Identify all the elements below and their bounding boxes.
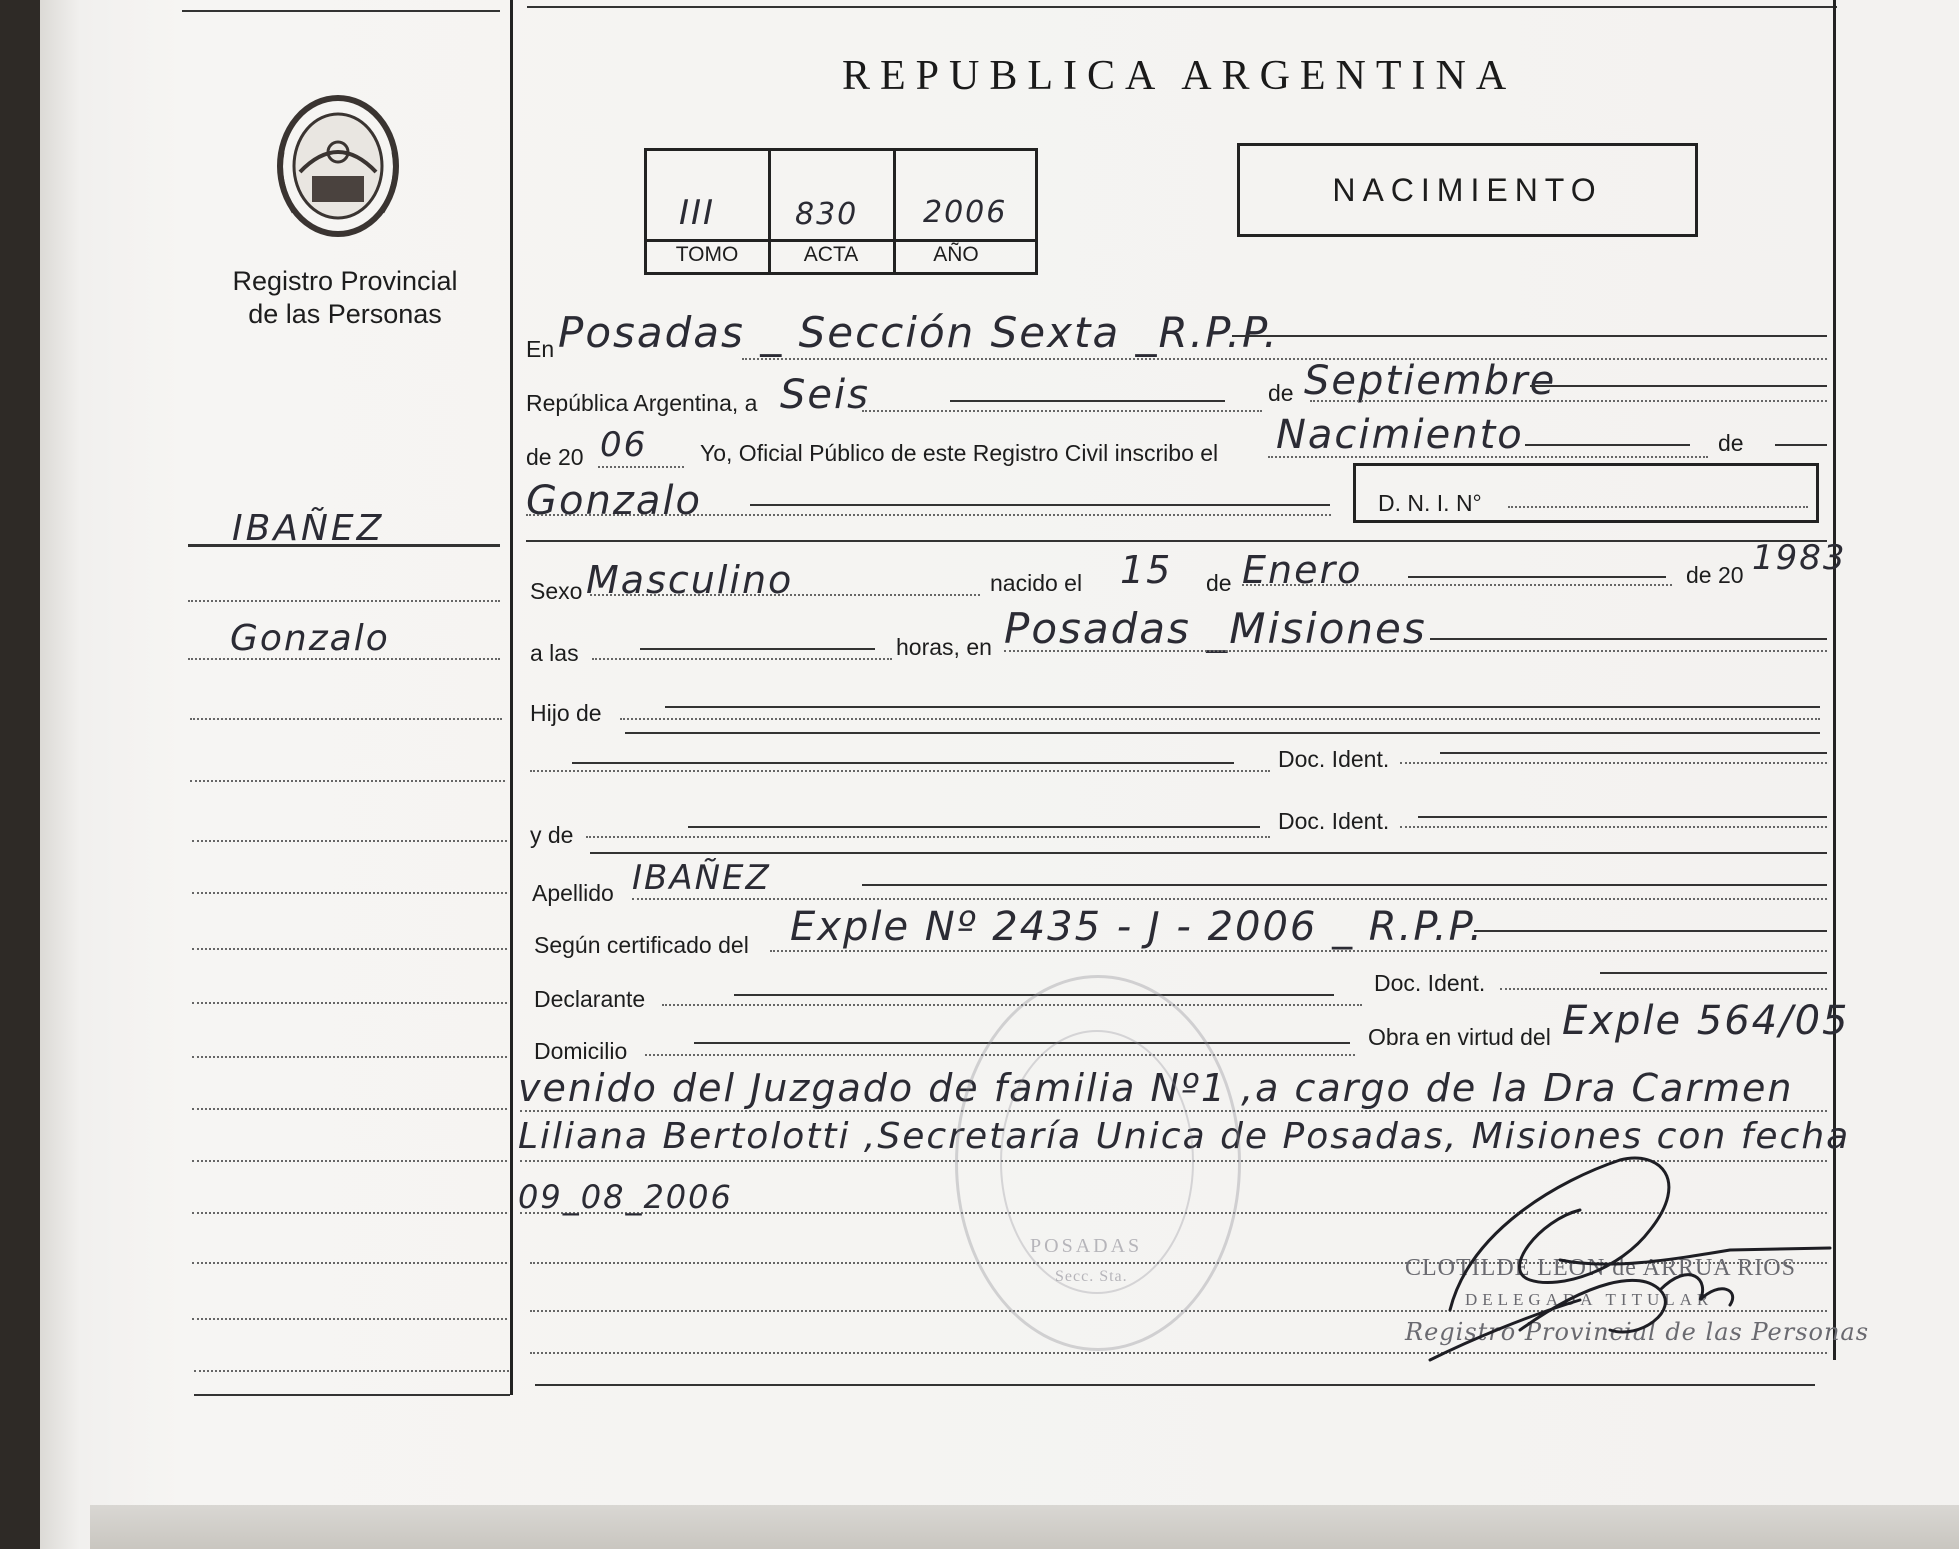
label-sexo: Sexo [530,578,583,604]
entry-dia: Seis [780,372,870,418]
line-nombre [526,514,1331,516]
entry-certificado: Exple Nº 2435 - J - 2006 _ R.P.P. [790,904,1484,950]
act-type-label: NACIMIENTO [1332,171,1603,208]
entry-acto: Nacimiento [1276,412,1524,458]
entry-dia-nac: 15 [1120,548,1173,592]
line-en-solid [1232,335,1827,337]
line-a-las [592,658,892,660]
margin-surname-rule [188,544,500,547]
note-text-3: 09_08_2006 [518,1178,733,1216]
line-en [742,358,1827,360]
line-hijo-de-solid [665,706,1820,708]
label-de20-year: de 20 [1686,562,1744,588]
margin-line-9 [192,1056,507,1058]
label-y-de: y de [530,822,574,848]
label-a-las: a las [530,640,579,666]
bottom-rule-right [535,1384,1815,1386]
line-dia-solid [950,400,1225,402]
label-de-mes-nac: de [1206,570,1232,596]
line-ano [598,466,684,468]
signatory-role: DELEGADA TITULAR [1465,1290,1714,1309]
line-segun [770,950,1827,952]
label-de-mes: de [1268,380,1294,406]
ano-label: AÑO [933,243,979,266]
line-dni [1508,506,1808,508]
entry-mes-nac: Enero [1242,548,1363,592]
registry-name [175,265,515,331]
label-hijo-de: Hijo de [530,700,602,726]
label-doc-ident-2: Doc. Ident. [1278,808,1390,834]
entry-ano-nac: 1983 [1752,538,1847,578]
line-hijo-de [620,718,1820,720]
line-doc-1 [1400,762,1827,764]
paper-edge [90,1505,1959,1549]
label-en: En [526,336,555,362]
box-label-rule [647,239,1035,242]
margin-line-4 [190,780,505,782]
line-mes [1310,400,1827,402]
stamp-city: POSADAS [1030,1235,1143,1257]
label-segun: Según certificado del [534,932,749,958]
provincial-seal-icon [272,92,404,240]
entry-mes: Septiembre [1304,358,1557,404]
margin-line-15 [194,1370,509,1372]
entry-nombre: Gonzalo [526,478,702,524]
margin-line-11 [192,1160,507,1162]
line-acto-solid [1525,444,1690,446]
line-doc-2-solid [1418,816,1827,818]
label-domicilio: Domicilio [534,1038,628,1064]
line-padre-solid [572,762,1234,764]
entry-lugar-nac: Posadas _Misiones [1004,604,1427,653]
label-de-after: de [1718,430,1744,456]
note-text-1: venido del Juzgado de familia Nº1 ,a cargo de la Dra Carmen [518,1066,1794,1110]
margin-line-3 [190,718,502,720]
label-declarante: Declarante [534,986,646,1012]
margin-line-8 [192,1002,507,1004]
margin-line-7 [192,948,507,950]
act-type-box [1237,143,1698,237]
margin-line-5 [192,840,507,842]
margin-given-name: Gonzalo [230,618,390,659]
margin-line-1 [188,600,500,602]
line-apellido-solid [862,884,1827,886]
top-rule-left [182,10,500,12]
label-republica: República Argentina, a [526,390,758,416]
label-horas-en: horas, en [896,634,992,660]
registry-line-1: Registro Provincial [232,266,458,296]
label-apellido: Apellido [532,880,614,906]
label-obra: Obra en virtud del [1368,1024,1551,1050]
line-declarante [662,1004,1362,1006]
margin-line-2 [188,658,500,660]
line-y-de [586,836,1270,838]
note-text-2: Liliana Bertolotti ,Secretaría Unica de Posadas, Misiones con fecha [518,1116,1851,1157]
registry-line-2: de las Personas [248,299,442,329]
line-sexo [590,594,980,596]
line-doc-2 [1400,826,1827,828]
margin-bottom-rule [194,1394,510,1396]
line-apellido [632,898,1827,900]
label-dni: D. N. I. N° [1378,490,1482,516]
margin-divider [510,0,513,1395]
entry-obra: Exple 564/05 [1562,998,1850,1044]
line-y-de-solid [688,826,1260,828]
line-lugar-nac-solid [1430,638,1827,640]
dni-box [1353,463,1819,523]
line-doc-3 [1500,988,1827,990]
entry-ano: 06 [600,425,648,465]
ano-value: 2006 [923,195,1008,230]
entry-apellido: IBAÑEZ [632,858,771,898]
line-a-las-solid [640,648,875,650]
acta-value: 830 [795,197,859,232]
entry-sexo: Masculino [586,558,794,602]
line-segun-solid [1474,930,1827,932]
stamp-sub: Secc. Sta. [1055,1268,1128,1285]
label-doc-ident-1: Doc. Ident. [1278,746,1390,772]
margin-surname: IBAÑEZ [232,508,385,549]
tomo-label: TOMO [675,243,739,266]
margin-line-12 [192,1212,507,1214]
line-madre-2 [590,852,1827,854]
registration-box [644,148,1038,275]
line-padre [530,770,1270,772]
entry-lugar: Posadas _ Sección Sexta _R.P.P. [558,308,1279,357]
acta-label: ACTA [803,243,859,266]
handwritten-signature-icon [1410,1140,1840,1380]
margin-line-6 [192,892,507,894]
label-doc-ident-3: Doc. Ident. [1374,970,1486,996]
line-acto [1268,456,1708,458]
signatory-name: CLOTILDE LEON de ARRUA RIOS [1405,1255,1796,1281]
separator-rule [526,540,1827,542]
line-mes-nac [1242,584,1672,586]
line-lugar-nac [1004,650,1827,652]
line-hijo-de-2 [625,732,1820,734]
margin-line-14 [192,1318,507,1320]
tomo-value: III [679,193,716,233]
signatory-office: Registro Provincial de las Personas [1405,1318,1870,1346]
line-mes-nac-solid [1408,576,1666,578]
line-doc-1-solid [1440,752,1827,754]
country-title: REPUBLICA ARGENTINA [842,53,1517,99]
line-doc-3-solid [1600,972,1827,974]
margin-line-13 [192,1262,507,1264]
line-nombre-solid [750,504,1330,506]
top-rule-right [527,6,1837,8]
label-yo-oficial: Yo, Oficial Público de este Registro Civil inscribo el [700,440,1219,466]
line-dia [862,410,1262,412]
label-nacido-el: nacido el [990,570,1083,596]
margin-line-10 [192,1108,507,1110]
line-de-after [1775,444,1827,446]
line-mes-solid [1530,385,1827,387]
label-de20: de 20 [526,444,584,470]
